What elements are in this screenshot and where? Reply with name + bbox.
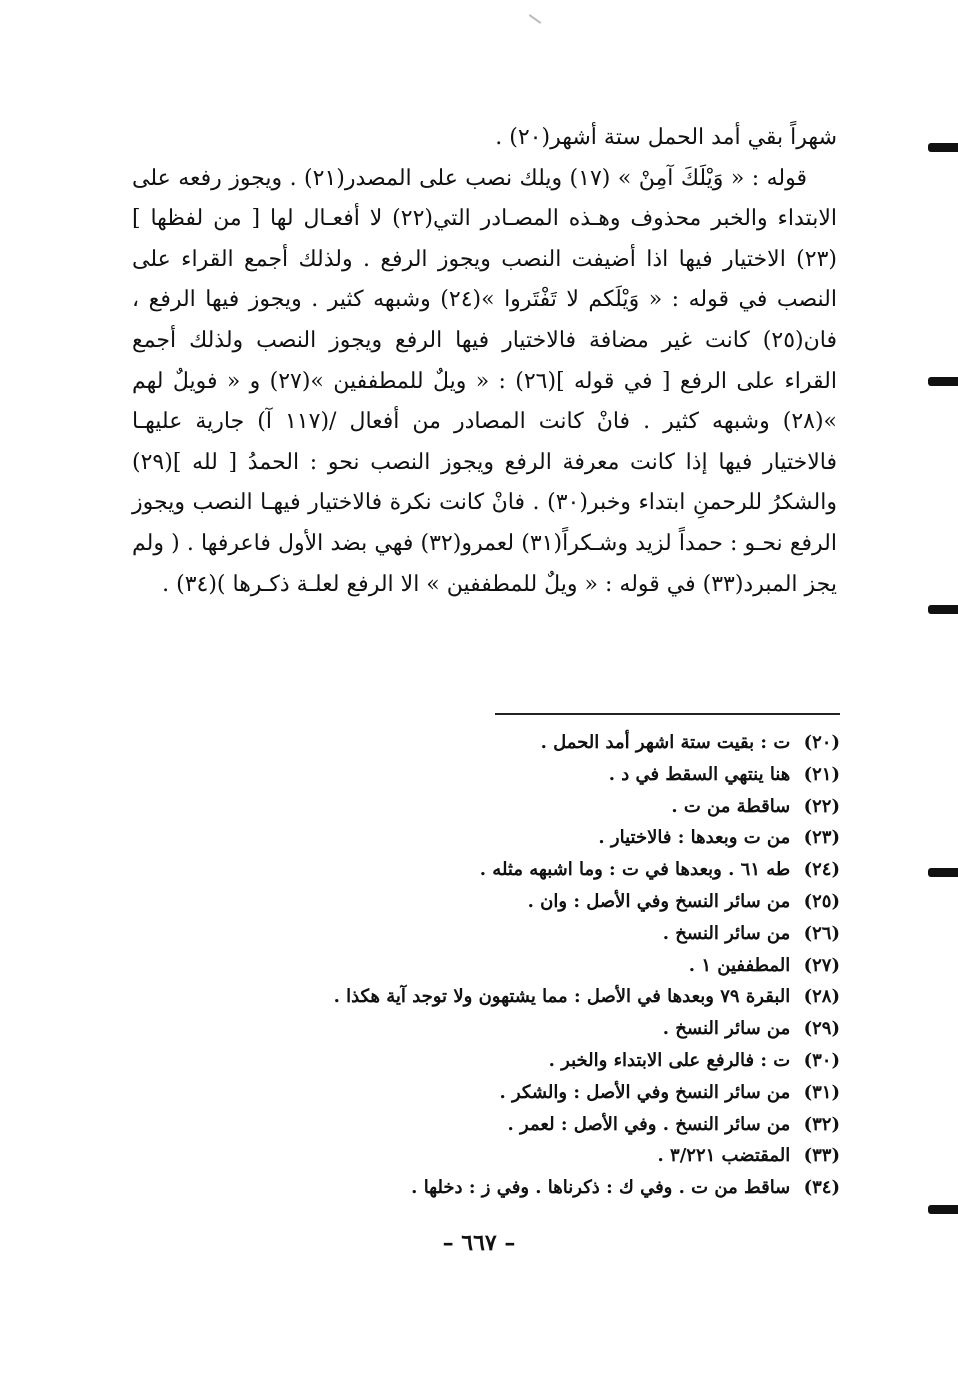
page-number: – ٦٦٧ – [442,1230,516,1256]
footnote-number: (٢٩) [803,1018,840,1040]
footnote [150,1077,840,1109]
footnote-number: (٣٣) [803,1145,840,1167]
footnote [150,854,840,886]
footnote-number: (٣٠) [803,1049,840,1071]
footnote-text: هنا ينتهي السقط في د . [608,763,791,785]
footnote-text: المطففين ١ . [688,954,791,976]
footnote-text: من ت وبعدها : فالاختيار . [598,827,791,849]
footnote [150,981,840,1013]
footnote-text: من سائر النسخ . [662,1018,791,1040]
footnote [150,1172,840,1204]
footnote-number: (٢٢) [803,795,840,817]
footnote-text: ت : فالرفع على الابتداء والخبر . [548,1049,791,1071]
paragraph-2: قوله : « وَيْلَكَ آمِنْ » (١٧) ويلك نصب على المصدر(٢١) . ويجوز رفعه على الابتداء والخبر محذوف وهـذه المصـادر التي(٢٢) لا أفعـال لها [ من لفظها ](٢٣) الاختيار فيها اذا أضيفت النصب ويجوز الرفع . ولذلك أجمع القراء على النصب في قوله : « وَيْلَكم لا تَفْتَروا »(٢٤) وشبهه كثير . ويجوز فيها الرفع ، فان(٢٥) كانت غير مضافة فالاختيار فيها الرفع ويجوز النصب ولذلك أجمع القراء على الرفع [ في قوله ](٢٦) : « ويلٌ للمطففين »(٢٧) و « فويلٌ لهم »(٢٨) وشبهه كثير . فانْ كانت المصادر من أفعال /(١١٧ آ) جارية عليهـا فالاختيار فيها إذا كانت معرفة الرفع ويجوز النصب نحو : الحمدُ [ لله ](٢٩) والشكرُ للرحمنِ ابتداء وخبر(٣٠) . فانْ كانت نكرة فالاختيار فيهـا النصب ويجوز الرفع نحـو : حمداً لزيد وشـكراً(٣١) لعمرو(٣٢) فهي بضد الأول فاعرفها . ( ولم يجز المبرد(٣٣) في قوله : « ويلٌ للمطففين » الا الرفع لعلـة ذكـرها )(٣٤) . [132,165,837,597]
footnote [150,918,840,950]
footnote-text: من سائر النسخ . وفي الأصل : لعمر . [507,1113,791,1135]
binding-edge-mark [928,1205,958,1214]
footnote-number: (٢٥) [803,890,840,912]
footnote [150,1109,840,1141]
footnote-number: (٣٤) [803,1177,840,1199]
footnote-number: (٢٨) [803,986,840,1008]
footnote [150,759,840,791]
footnote-text: ساقط من ت . وفي ك : ذكرناها . وفي ز : دخلها . [411,1177,791,1199]
footnote-text: ت : بقيت ستة اشهر أمد الحمل . [540,732,791,753]
binding-edge-mark [928,605,958,614]
footnote [150,791,840,823]
footnote-number: (٢٠) [803,732,840,753]
footnote-number: (٢١) [803,763,840,785]
footnote [150,950,840,982]
footnote-number: (٢٧) [803,954,840,976]
footnote-text: من سائر النسخ وفي الأصل : وان . [527,890,791,912]
footnote-number: (٢٣) [803,827,840,849]
footnote [150,1045,840,1077]
paragraph-1: شهراً بقي أمد الحمل ستة أشهر(٢٠) . [495,125,837,150]
footnote-number: (٣٢) [803,1113,840,1135]
footnotes-list [150,727,840,1204]
footnote [150,822,840,854]
footnote-text: البقرة ٧٩ وبعدها في الأصل : مما يشتهون ولا توجد آية هكذا . [333,986,791,1008]
footnote-text: المقتضب ٣/٢٢١ . [657,1145,791,1167]
scan-speck [529,14,542,24]
footnote-separator [495,713,840,715]
binding-edge-mark [928,143,958,152]
footnote [150,886,840,918]
footnote-text: من سائر النسخ وفي الأصل : والشكر . [499,1081,791,1103]
footnote-number: (٢٦) [803,922,840,944]
footnote-number: (٣١) [803,1081,840,1103]
binding-edge-mark [928,868,958,877]
footnote-text: من سائر النسخ . [662,922,791,944]
binding-edge-mark [928,377,958,386]
footnote [150,1140,840,1172]
footnote [150,1013,840,1045]
footnote-text: طه ٦١ . وبعدها في ت : وما اشبهه مثله . [479,859,791,881]
footnote-number: (٢٤) [803,859,840,881]
footnote-text: ساقطة من ت . [671,795,791,817]
footnote [150,727,840,759]
main-text [132,118,837,605]
